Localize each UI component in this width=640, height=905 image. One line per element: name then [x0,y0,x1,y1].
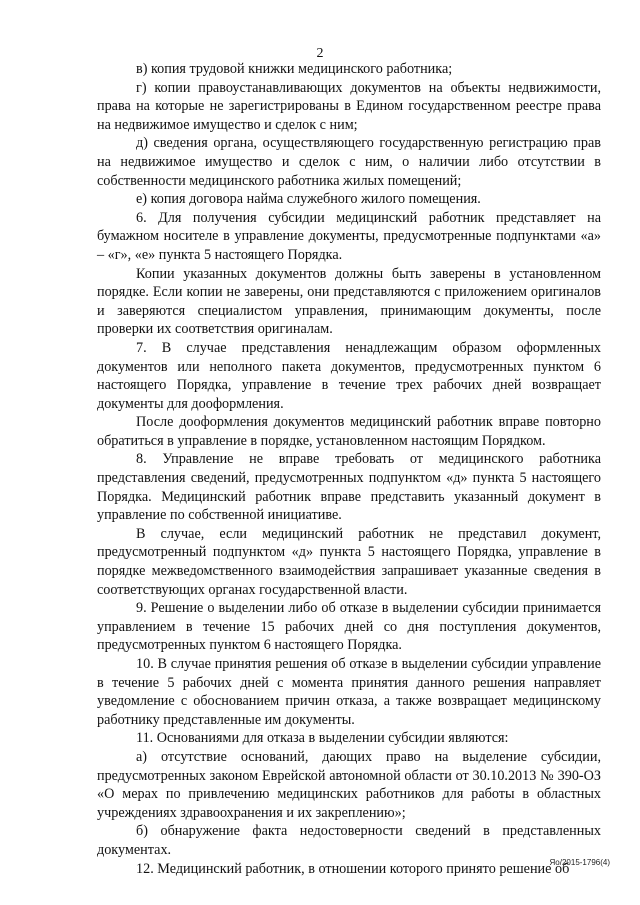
paragraph-item-6: 6. Для получения субсидии медицинский работник представляет на бумажном носителе в управление документы, предусмотренные подпунктами «а» – «г», «е» пункта 5 настоящего Порядка. [97,209,601,263]
paragraph-item-8: 8. Управление не вправе требовать от медицинского работника представления сведений, предусмотренных подпунктом «д» пункта 5 настоящего Порядка. Медицинский работник вправе представить указанный документ в управление по собственной инициативе. [97,451,601,524]
paragraph-a: а) отсутствие оснований, дающих право на выделение субсидии, предусмотренных законом Еврейской автономной области от 30.10.2013 № 390-ОЗ «О мерах по привлечению медицинских работников для работы в областных учреждениях здравоохранения и их закреплению»; [97,748,601,821]
paragraph-item-10: 10. В случае принятия решения об отказе в выделении субсидии управление в течение 5 рабочих дней с момента принятия данного решения направляет уведомление с обоснованием причин отказа, а также возвращает медицинскому работнику представленные им документы. [97,656,601,728]
paragraph-g: г) копии правоустанавливающих документов на объекты недвижимости, права на которые не зарегистрированы в Едином государственном реестре права на недвижимое имущество и сделок с ним; [97,79,601,133]
paragraph-item-7: 7. В случае представления ненадлежащим образом оформленных документов или неполного пакета документов, предусмотренных пунктом 6 настоящего Порядка, управление в течение трех рабочих дней возвращает документы для дооформления. [97,339,601,412]
paragraph-after-correction: После дооформления документов медицинский работник вправе повторно обратиться в управление в порядке, установленном настоящим Порядком. [97,414,601,449]
paragraph-b: б) обнаружение факта недостоверности сведений в представленных документах. [97,823,601,858]
paragraph-item-11: 11. Основаниями для отказа в выделении субсидии являются: [136,730,509,747]
paragraph-v: в) копия трудовой книжки медицинского работника; [136,61,453,77]
paragraph-item-9: 9. Решение о выделении либо об отказе в выделении субсидии принимается управлением в течение 15 рабочих дней со дня поступления документов, предусмотренных пунктом 6 настоящего Порядка. [97,600,601,654]
paragraph-item-12: 12. Медицинский работник, в отношении которого принято решение об [136,860,570,877]
document-body [97,60,601,878]
paragraph-d: д) сведения органа, осуществляющего государственную регистрацию прав на недвижимое имущество и сделок с ним, о наличии либо отсутствии в собственности медицинского работника жилых помещений; [97,135,601,189]
paragraph-copies: Копии указанных документов должны быть заверены в установленном порядке. Если копии не заверены, они представляются с приложением оригиналов и заверяются специалистом управления, принимающим документы, после проверки их соответствия оригиналам. [97,265,601,338]
paragraph-e: е) копия договора найма служебного жилого помещения. [136,191,481,208]
document-reference-code: Яо/2015-1796(4) [549,858,610,867]
page-number: 2 [316,46,324,61]
paragraph-interagency: В случае, если медицинский работник не представил документ, предусмотренный подпунктом «д» пункта 5 настоящего Порядка, управление в порядке межведомственного взаимодействия запрашивает указанные сведения в соответствующих органах государственной власти. [97,525,601,598]
